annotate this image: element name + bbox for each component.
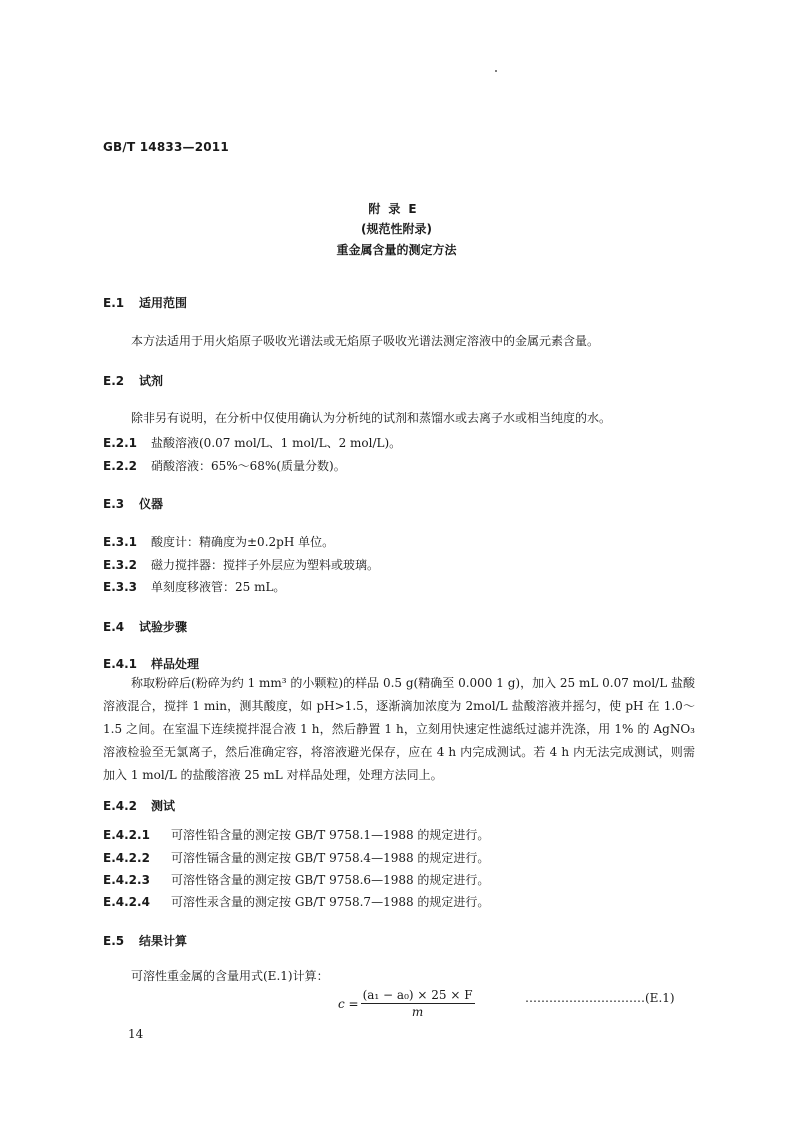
section-number: E.4	[103, 620, 125, 634]
section-e4-heading	[103, 618, 187, 635]
standard-number: GB/T 14833—2011	[103, 140, 229, 154]
clause-number: E.4.2.2	[103, 851, 150, 865]
section-number: E.2	[103, 374, 125, 388]
clause-text: 可溶性镉含量的测定按 GB/T 9758.4—1988 的规定进行。	[171, 851, 490, 865]
clause-text: 可溶性铅含量的测定按 GB/T 9758.1—1988 的规定进行。	[171, 828, 490, 842]
clause-number: E.2.2	[103, 459, 138, 473]
formula-e1	[338, 988, 475, 1019]
clause-text: 磁力搅拌器：搅拌子外层应为塑料或玻璃。	[151, 558, 380, 572]
clause-number: E.4.2.3	[103, 873, 150, 887]
subsection-title: 样品处理	[151, 657, 200, 671]
section-e2-text: 除非另有说明，在分析中仅使用确认为分析纯的试剂和蒸馏水或去离子水或相当纯度的水。	[131, 411, 612, 425]
subsection-title: 测试	[151, 799, 176, 813]
section-e3-heading	[103, 495, 163, 512]
subsection-e41-heading	[103, 655, 199, 672]
clause-e3-2	[103, 556, 379, 573]
sample-treatment-paragraph: 称取粉碎后(粉碎为约 1 mm³ 的小颗粒)的样品 0.5 g(精确至 0.000 1 g)，加入 25 mL 0.07 mol/L 盐酸溶液混合，搅拌 1 min，测其酸度，如 pH>1.5，逐渐滴加浓度为 2mol/L 盐酸溶液并摇匀，使 pH 在 1.0～1.5 之间。在室温下连续搅拌混合液 1 h，然后静置 1 h，立刻用快速定性滤纸过滤并洗涤，用 1% 的 AgNO₃ 溶液检验至无氯离子，然后准确定容，将溶液避光保存，应在 4 h 内完成测试。若 4 h 内无法完成测试，则需加入 1 mol/L 的盐酸溶液 25 mL 对样品处理，处理方法同上。	[103, 676, 695, 782]
subsection-number: E.4.1	[103, 657, 138, 671]
clause-number: E.4.2.4	[103, 895, 150, 909]
formula-lhs: c =	[338, 996, 359, 1011]
section-title: 试验步骤	[139, 620, 188, 634]
clause-e3-3	[103, 578, 285, 595]
clause-text: 单刻度移液管：25 mL。	[151, 580, 286, 594]
page-number: 14	[128, 1027, 144, 1041]
section-number: E.1	[103, 296, 125, 310]
appendix-name: 重金属含量的测定方法	[336, 243, 457, 257]
clause-number: E.4.2.1	[103, 828, 150, 842]
clause-e423	[103, 871, 489, 888]
clause-text: 盐酸溶液(0.07 mol/L、1 mol/L、2 mol/L)。	[151, 436, 402, 450]
clause-number: E.2.1	[103, 436, 138, 450]
section-title: 结果计算	[139, 934, 188, 948]
subsection-number: E.4.2	[103, 799, 138, 813]
clause-number: E.3.1	[103, 535, 138, 549]
appendix-type: (规范性附录)	[361, 222, 432, 236]
clause-e2-1	[103, 434, 401, 451]
clause-number: E.3.3	[103, 580, 138, 594]
formula-denominator: m	[411, 1005, 424, 1019]
clause-e2-2	[103, 457, 346, 474]
section-e5-heading	[103, 932, 187, 949]
speck-mark	[495, 70, 497, 72]
formula-fraction	[361, 988, 475, 1019]
section-number: E.3	[103, 497, 125, 511]
section-e1-text: 本方法适用于用火焰原子吸收光谱法或无焰原子吸收光谱法测定溶液中的金属元素含量。	[131, 334, 600, 348]
section-title: 适用范围	[139, 296, 188, 310]
clause-e421	[103, 826, 489, 843]
clause-number: E.3.2	[103, 558, 138, 572]
clause-e422	[103, 849, 489, 866]
section-e2-heading	[103, 372, 163, 389]
clause-text: 可溶性汞含量的测定按 GB/T 9758.7—1988 的规定进行。	[171, 895, 490, 909]
section-number: E.5	[103, 934, 125, 948]
subsection-e42-heading	[103, 797, 175, 814]
section-title: 试剂	[139, 374, 164, 388]
formula-numerator: (a₁ − a₀) × 25 × F	[362, 988, 473, 1002]
clause-e3-1	[103, 533, 334, 550]
section-title: 仪器	[139, 497, 164, 511]
clause-text: 酸度计：精确度为±0.2pH 单位。	[151, 535, 335, 549]
clause-e424	[103, 893, 489, 910]
clause-text: 硝酸溶液：65%～68%(质量分数)。	[151, 459, 346, 473]
formula-reference: …………………………(E.1)	[525, 991, 675, 1005]
appendix-title: 附录E	[368, 202, 425, 216]
section-e5-text: 可溶性重金属的含量用式(E.1)计算：	[131, 969, 329, 983]
clause-text: 可溶性铬含量的测定按 GB/T 9758.6—1988 的规定进行。	[171, 873, 490, 887]
section-e1-heading	[103, 294, 187, 311]
